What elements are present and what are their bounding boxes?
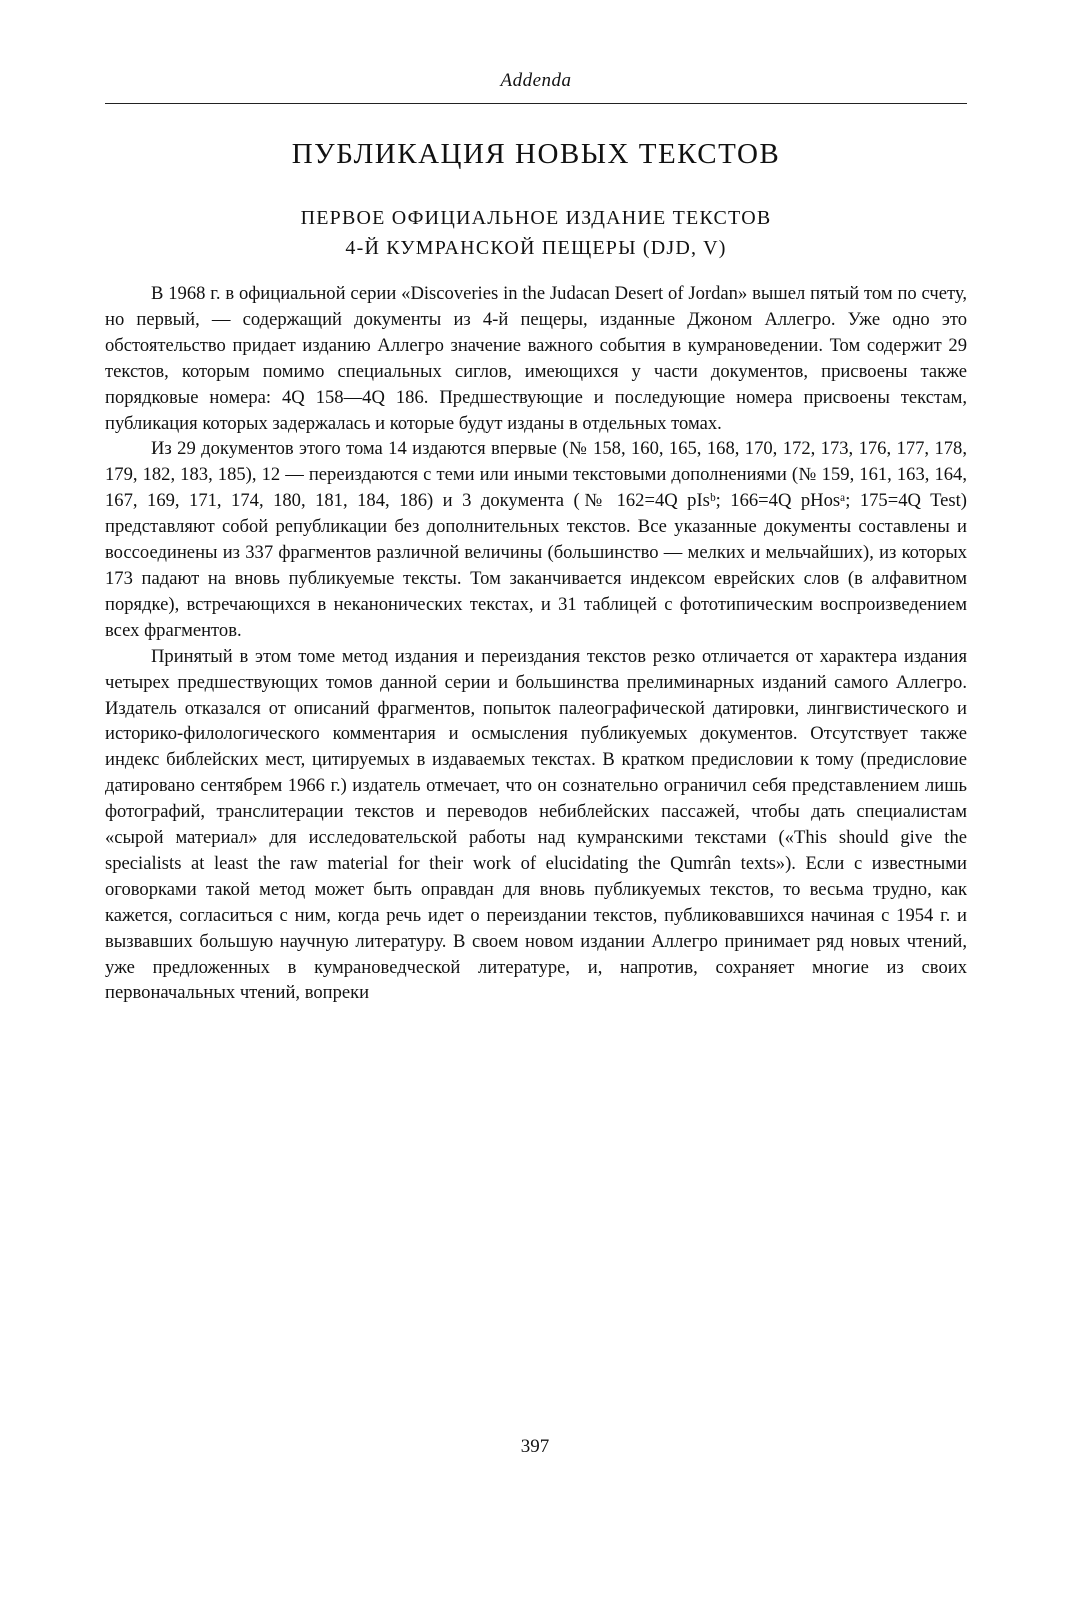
- header-rule: [105, 103, 967, 104]
- paragraph-2: Из 29 документов этого тома 14 издаются впервые (№ 158, 160, 165, 168, 170, 172, 173, 176, 177, 178, 179, 182, 183, 185), 12 — переиздаются с теми или иными текстовыми дополнениями (№ 159, 161, 163, 164, 167, 169, 171, 174, 180, 181, 184, 186) и 3 документа (№ 162=4Q pIsᵇ; 166=4Q pHosᵃ; 175=4Q Test) представляют собой републикации без дополнительных текстов. Все указанные документы составлены и воссоединены из 337 фрагментов различной величины (большинство — мелких и мельчайших), из которых 173 падают на вновь публикуемые тексты. Том заканчивается индексом еврейских слов (в алфавитном порядке), встречающихся в неканонических текстах, и 31 таблицей с фототипическим воспроизведением всех фрагментов.: [105, 438, 967, 641]
- page-number: 397: [520, 1436, 550, 1457]
- running-header: Addenda: [500, 70, 572, 91]
- subtitle-line-2: 4-Й КУМРАНСКОЙ ПЕЩЕРЫ (DJD, V): [345, 237, 727, 259]
- paragraph-1: В 1968 г. в официальной серии «Discoveries in the Judacan Desert of Jordan» вышел пятый том по счету, но первый, — содержащий документы из 4-й пещеры, изданные Джоном Аллегро. Уже одно это обстоятельство придает изданию Аллегро значение важного события в кумрановедении. Том содержит 29 текстов, которым помимо специальных сиглов, имеющихся у части документов, присвоены также порядковые номера: 4Q 158—4Q 186. Предшествующие и последующие номера присвоены текстам, публикация которых задержалась и которые будут изданы в отдельных томах.: [105, 283, 967, 434]
- body-text: [105, 281, 967, 1006]
- subsection-title: [105, 203, 967, 263]
- section-title: ПУБЛИКАЦИЯ НОВЫХ ТЕКСТОВ: [291, 138, 781, 170]
- subtitle-line-1: ПЕРВОЕ ОФИЦИАЛЬНОЕ ИЗДАНИЕ ТЕКСТОВ: [300, 207, 772, 229]
- paragraph-3: Принятый в этом томе метод издания и переиздания текстов резко отличается от характера издания четырех предшествующих томов данной серии и большинства прелиминарных изданий самого Аллегро. Издатель отказался от описаний фрагментов, попыток палеографической датировки, лингвистического и историко-филологического комментария и осмысления публикуемых документов. Отсутствует также индекс библейских мест, цитируемых в издаваемых текстах. В кратком предисловии к тому (предисловие датировано сентябрем 1966 г.) издатель отмечает, что он сознательно ограничил себя представлением лишь фотографий, транслитерации текстов и переводов небиблейских пассажей, чтобы дать специалистам «сырой материал» для исследовательской работы над кумранскими текстами («This should give the specialists at least the raw material for their work of elucidating the Qumrân texts»). Если с известными оговорками такой метод может быть оправдан для вновь публикуемых текстов, то весьма трудно, как кажется, согласиться с ним, когда речь идет о переиздании текстов, публиковавшихся начиная с 1954 г. и вызвавших большую научную литературу. В своем новом издании Аллегро принимает ряд новых чтений, уже предложенных в кумрановедческой литературе, и, напротив, сохраняет многие из своих первоначальных чтений, вопреки: [105, 645, 967, 1004]
